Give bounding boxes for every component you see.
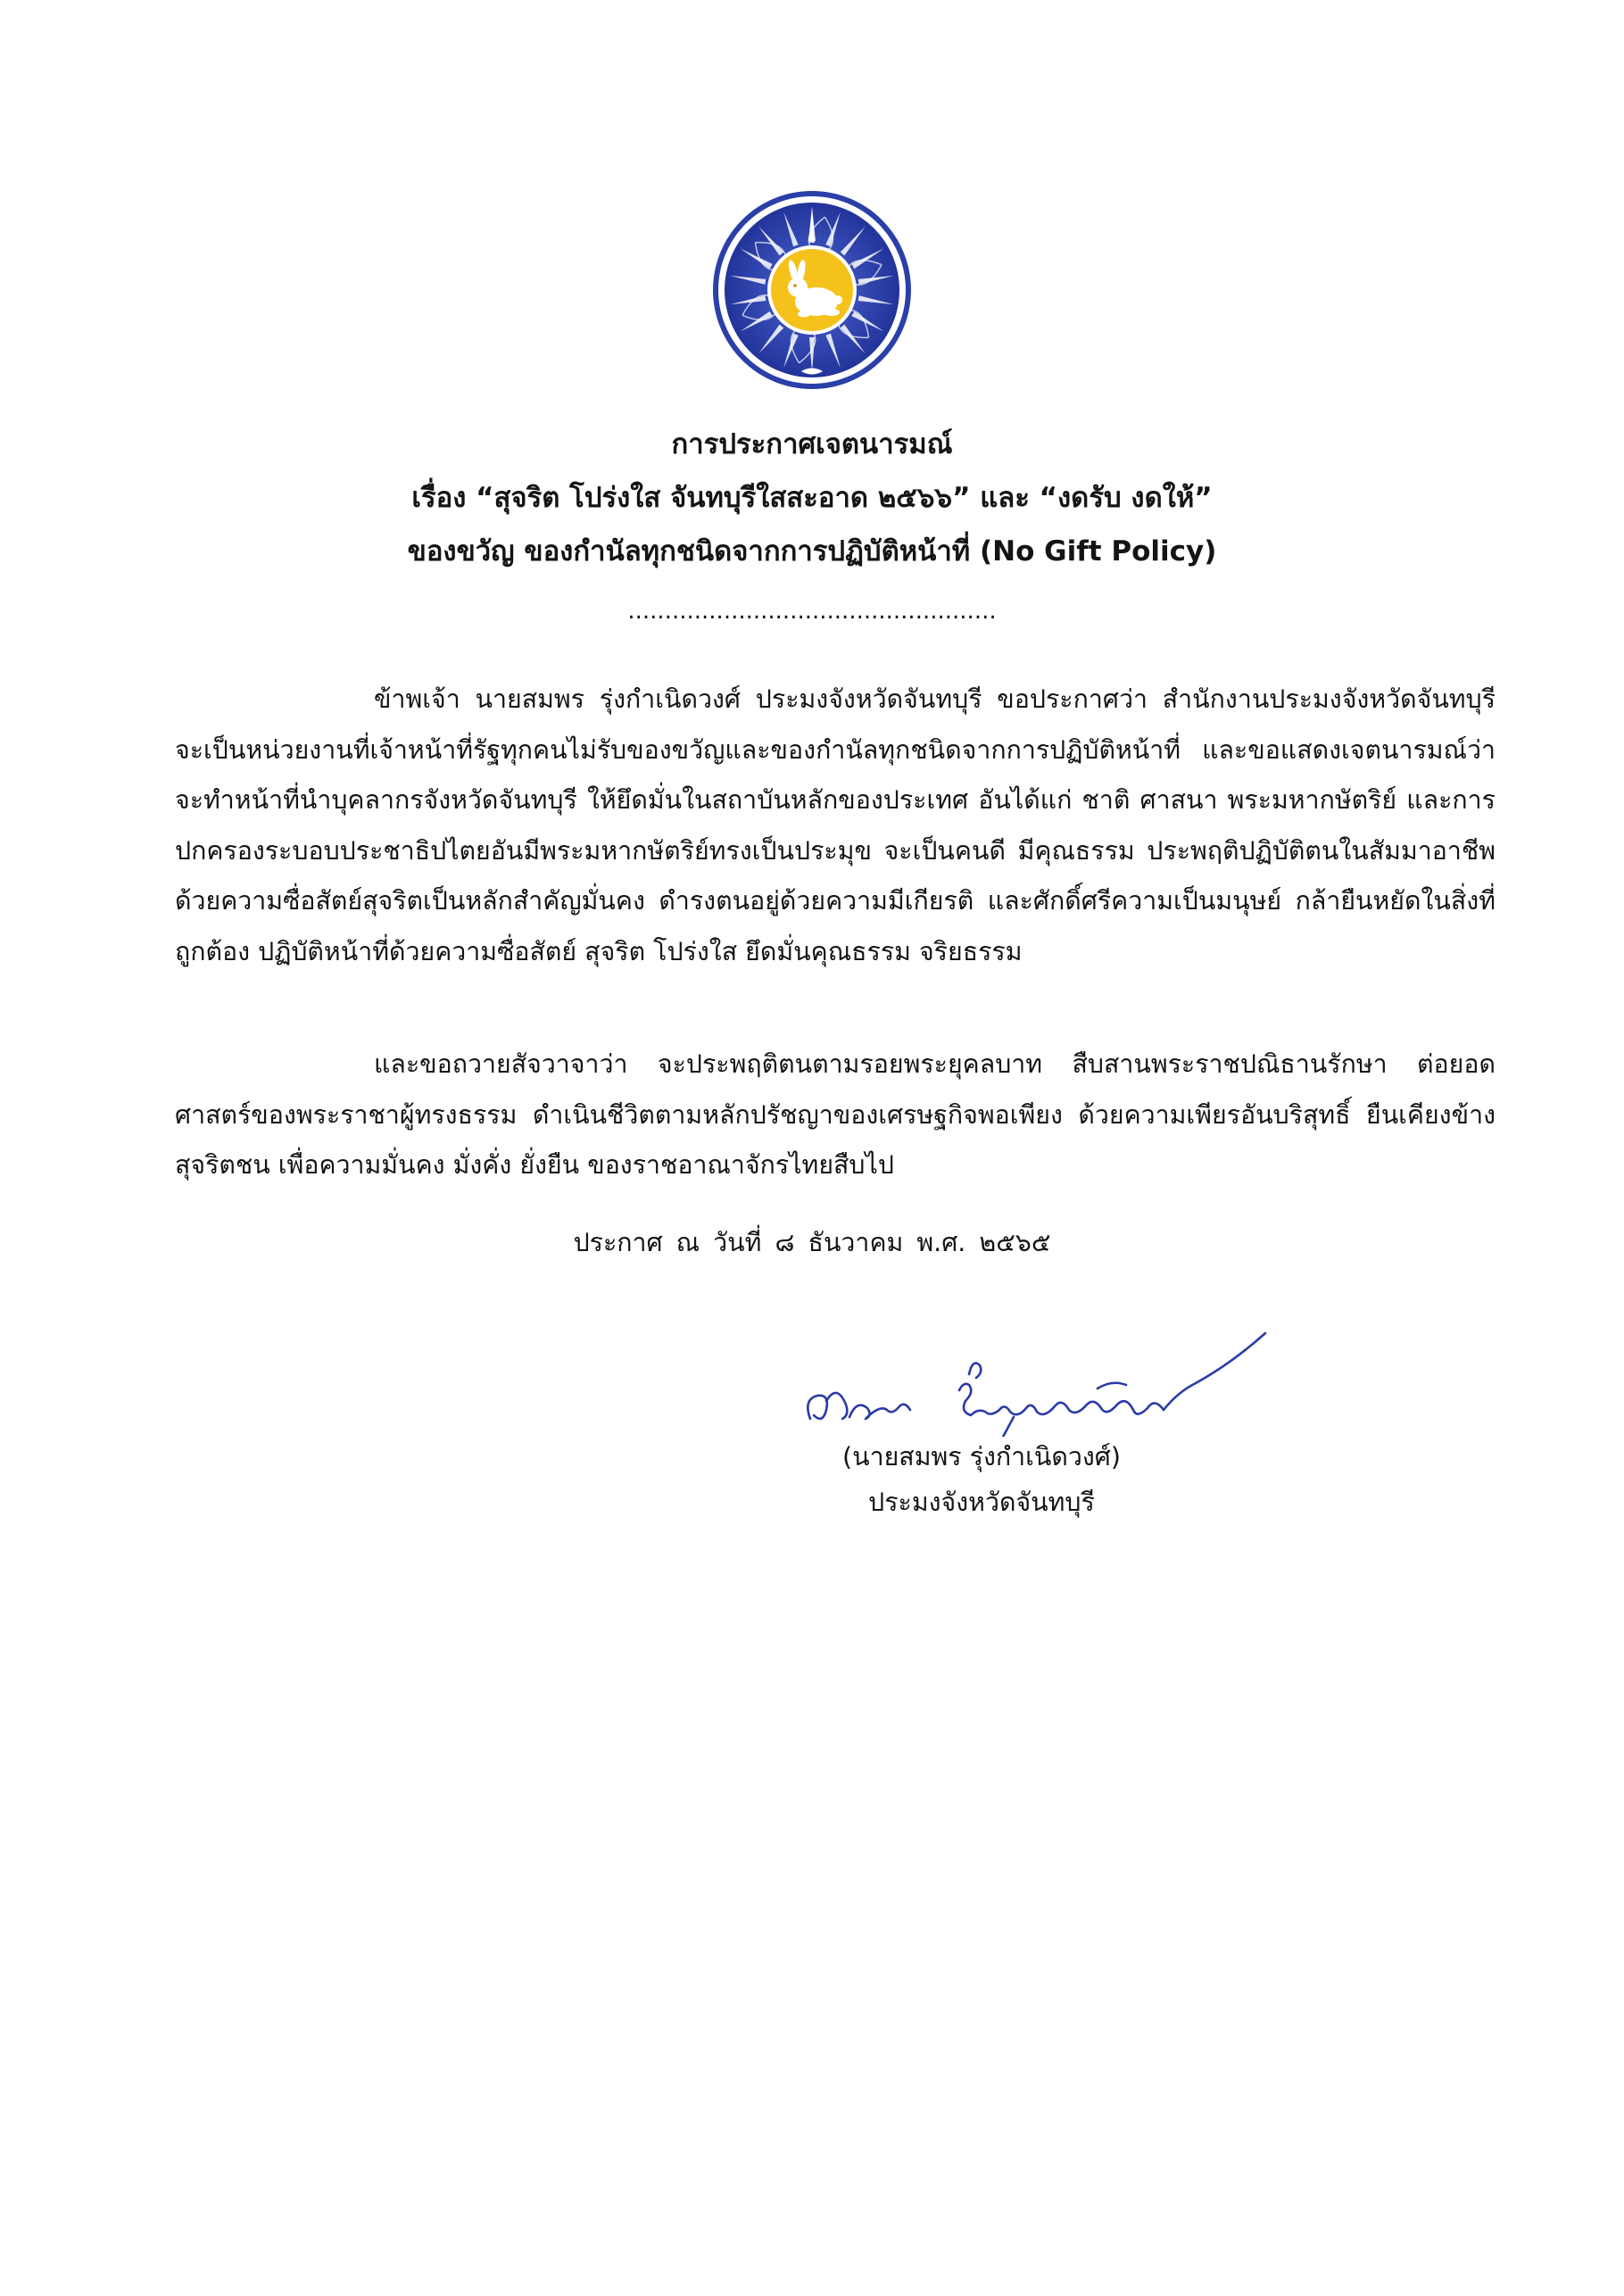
document-subject-continued: ของขวัญ ของกำนัลทุกชนิดจากการปฏิบัติหน้าที่ (No Gift Policy)	[407, 535, 1217, 568]
signer-name: (นายสมพร รุ่งกำเนิดวงศ์)	[842, 1442, 1121, 1471]
body-paragraph-1	[175, 675, 1496, 977]
divider: ..................................................	[627, 598, 997, 625]
body-paragraph-2	[175, 1040, 1496, 1191]
rabbit-seal-icon	[711, 189, 913, 391]
body-paragraph-2-text: และขอถวายสัจวาจาว่า จะประพฤติตนตามรอยพระยุคลบาท สืบสานพระราชปณิธานรักษา ต่อยอดศาสตร์ของพระราชาผู้ทรงธรรม ดำเนินชีวิตตามหลักปรัชญาของเศรษฐกิจพอเพียง ด้วยความเพียรอันบริสุทธิ์ ยืนเคียงข้างสุจริตชน เพื่อความมั่นคง มั่งคั่ง ยั่งยืน ของราชอาณาจักรไทยสืบไป	[175, 1049, 1496, 1180]
document-title: การประกาศเจตนารมณ์	[671, 428, 953, 460]
signer-position: ประมงจังหวัดจันทบุรี	[868, 1488, 1095, 1517]
announcement-date: ประกาศ ณ วันที่ ๘ ธันวาคม พ.ศ. ๒๕๖๕	[573, 1228, 1051, 1257]
document-subject: เรื่อง “สุจริต โปร่งใส จันทบุรีใสสะอาด ๒๕๖๖” และ “งดรับ งดให้”	[411, 482, 1213, 514]
body-paragraph-1-text: ข้าพเจ้า นายสมพร รุ่งกำเนิดวงศ์ ประมงจังหวัดจันทบุรี ขอประกาศว่า สำนักงานประมงจังหวัดจันทบุรี จะเป็นหน่วยงานที่เจ้าหน้าที่รัฐทุกคนไม่รับของขวัญและของกำนัลทุกชนิดจากการปฏิบัติหน้าที่ และขอแสดงเจตนารมณ์ว่า จะทำหน้าที่นำบุคลากรจังหวัดจันทบุรี ให้ยึดมั่นในสถาบันหลักของประเทศ อันได้แก่ ชาติ ศาสนา พระมหากษัตริย์ และการปกครองระบอบประชาธิปไตยอันมีพระมหากษัตริย์ทรงเป็นประมุข จะเป็นคนดี มีคุณธรรม ประพฤติปฏิบัติตนในสัมมาอาชีพ ด้วยความซื่อสัตย์สุจริตเป็นหลักสำคัญมั่นคง ดำรงตนอยู่ด้วยความมีเกียรติ และศักดิ์ศรีความเป็นมนุษย์ กล้ายืนหยัดในสิ่งที่ถูกต้อง ปฏิบัติหน้าที่ด้วยความซื่อสัตย์ สุจริต โปร่งใส ยึดมั่นคุณธรรม จริยธรรม	[175, 684, 1496, 966]
handwritten-signature	[794, 1285, 1276, 1437]
